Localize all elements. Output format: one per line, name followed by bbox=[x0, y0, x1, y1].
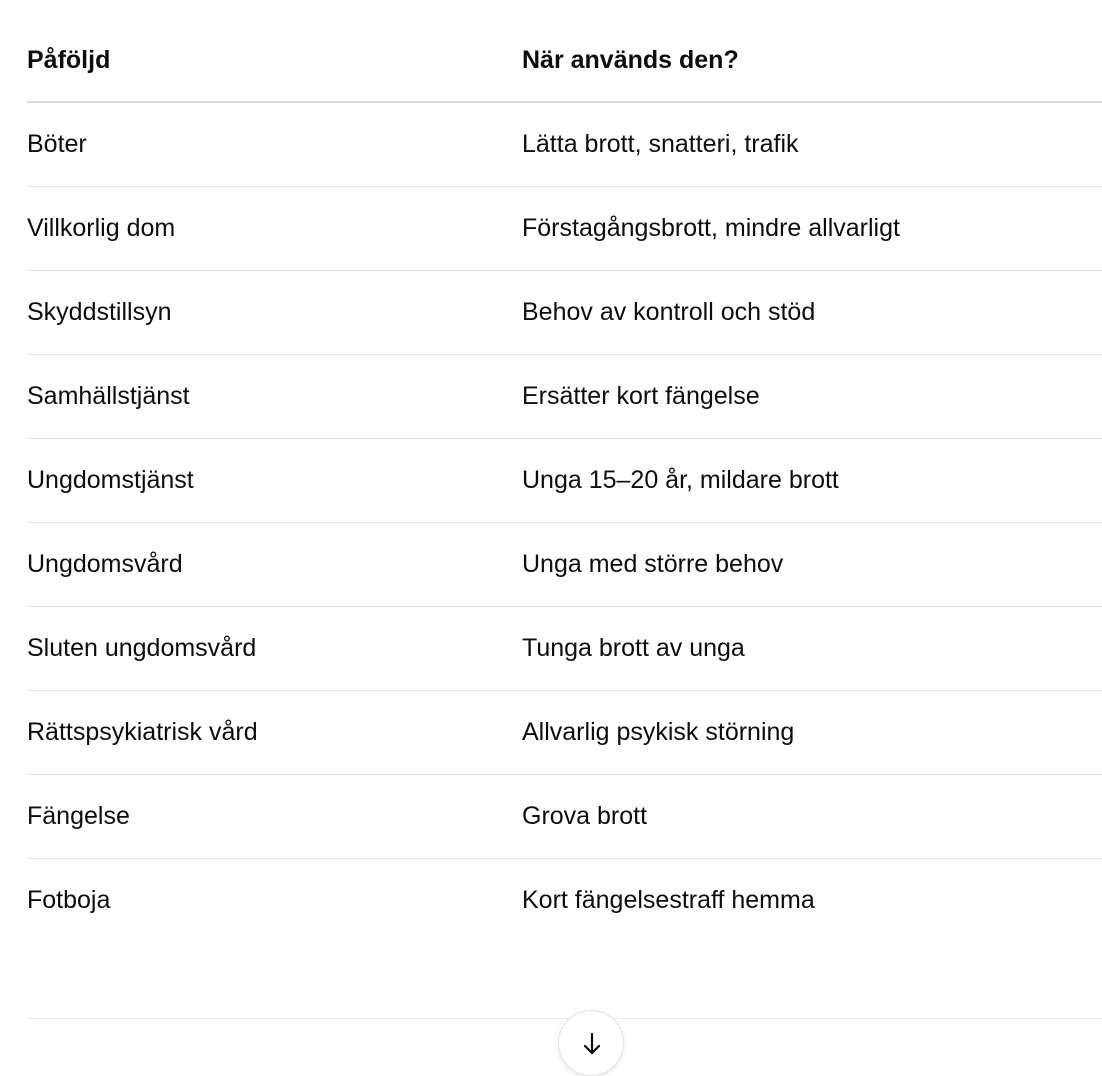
table-row bbox=[27, 271, 1102, 355]
cell-when-used: Lätta brott, snatteri, trafik bbox=[522, 102, 1102, 187]
table-row bbox=[27, 187, 1102, 271]
cell-sanction: Ungdomsvård bbox=[27, 523, 522, 607]
table-header-row bbox=[27, 20, 1102, 102]
table-row bbox=[27, 607, 1102, 691]
cell-when-used: Tunga brott av unga bbox=[522, 607, 1102, 691]
cell-sanction: Böter bbox=[27, 102, 522, 187]
cell-sanction: Fängelse bbox=[27, 775, 522, 859]
table-row bbox=[27, 523, 1102, 607]
cell-sanction: Samhällstjänst bbox=[27, 355, 522, 439]
cell-when-used: Unga 15–20 år, mildare brott bbox=[522, 439, 1102, 523]
cell-when-used: Unga med större behov bbox=[522, 523, 1102, 607]
sanctions-table bbox=[27, 20, 1102, 942]
column-header-when-used: När används den? bbox=[522, 20, 1102, 102]
cell-when-used: Ersätter kort fängelse bbox=[522, 355, 1102, 439]
cell-sanction: Villkorlig dom bbox=[27, 187, 522, 271]
cell-when-used: Behov av kontroll och stöd bbox=[522, 271, 1102, 355]
content-divider bbox=[27, 1018, 1102, 1019]
cell-sanction: Ungdomstjänst bbox=[27, 439, 522, 523]
table-row bbox=[27, 775, 1102, 859]
cell-sanction: Sluten ungdomsvård bbox=[27, 607, 522, 691]
scroll-to-bottom-button[interactable] bbox=[558, 1010, 624, 1076]
cell-sanction: Rättspsykiatrisk vård bbox=[27, 691, 522, 775]
table-row bbox=[27, 859, 1102, 943]
cell-when-used: Förstagångsbrott, mindre allvarligt bbox=[522, 187, 1102, 271]
cell-when-used: Kort fängelsestraff hemma bbox=[522, 886, 815, 914]
arrow-down-icon bbox=[580, 1031, 604, 1057]
cell-when-used: Allvarlig psykisk störning bbox=[522, 691, 1102, 775]
table-row bbox=[27, 691, 1102, 775]
cell-sanction: Fotboja bbox=[27, 886, 111, 914]
table-row bbox=[27, 439, 1102, 523]
table-row bbox=[27, 102, 1102, 187]
sanctions-table-container bbox=[27, 20, 1102, 942]
column-header-sanction: Påföljd bbox=[27, 20, 522, 102]
cell-when-used: Grova brott bbox=[522, 775, 1102, 859]
table-row bbox=[27, 355, 1102, 439]
cell-sanction: Skyddstillsyn bbox=[27, 271, 522, 355]
